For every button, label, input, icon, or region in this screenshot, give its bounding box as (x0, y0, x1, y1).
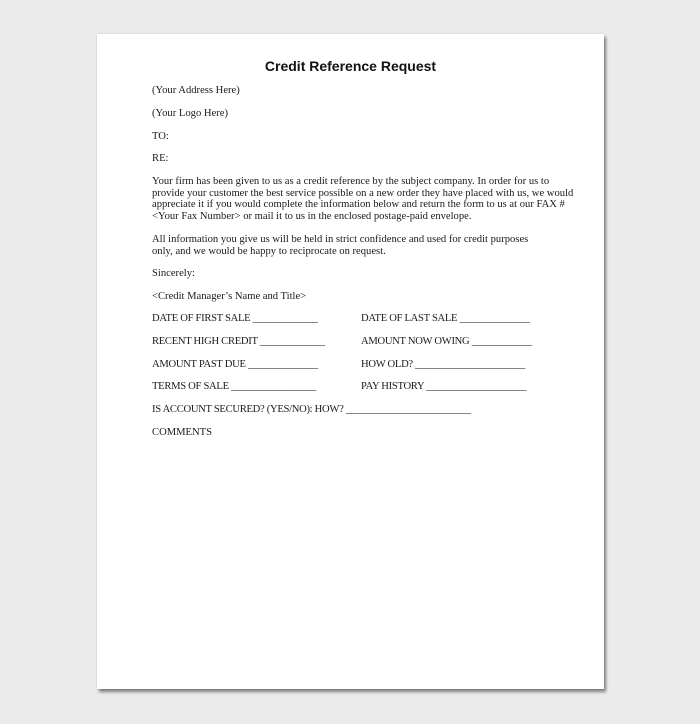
paragraph-line: All information you give us will be held in strict confidence and used for credit purposes (152, 234, 529, 245)
paragraph-line: Your firm has been given to us as a credit reference by the subject company. In order for us to (152, 176, 550, 187)
paragraph-line: appreciate it if you would complete the information below and return the form to us at our FAX # (152, 199, 565, 210)
to-label: TO: (152, 131, 169, 142)
signature-placeholder: <Credit Manager’s Name and Title> (152, 291, 307, 302)
document-page (97, 34, 604, 689)
field-terms-of-sale[interactable]: TERMS OF SALE _________________ (152, 381, 317, 392)
document-title: Credit Reference Request (264, 58, 437, 74)
paragraph-line: only, and we would be happy to reciprocate on request. (152, 245, 386, 257)
confidentiality-paragraph (152, 234, 552, 257)
field-recent-high-credit[interactable]: RECENT HIGH CREDIT _____________ (152, 336, 325, 347)
comments-label: COMMENTS (152, 427, 213, 438)
field-how-old[interactable]: HOW OLD? ______________________ (361, 359, 526, 370)
field-amount-now-owing[interactable]: AMOUNT NOW OWING ____________ (361, 336, 532, 347)
field-date-first-sale[interactable]: DATE OF FIRST SALE _____________ (152, 313, 318, 324)
field-pay-history[interactable]: PAY HISTORY ____________________ (361, 381, 527, 392)
paragraph-line: provide your customer the best service possible on a new order they have placed with us, we would (152, 187, 574, 199)
closing: Sincerely: (152, 268, 195, 279)
re-label: RE: (152, 153, 169, 164)
address-placeholder: (Your Address Here) (152, 85, 240, 96)
field-date-last-sale[interactable]: DATE OF LAST SALE ______________ (361, 313, 530, 324)
request-paragraph (152, 176, 574, 222)
field-amount-past-due[interactable]: AMOUNT PAST DUE ______________ (152, 359, 318, 370)
paragraph-line: <Your Fax Number> or mail it to us in the enclosed postage-paid envelope. (152, 210, 472, 222)
field-account-secured[interactable]: IS ACCOUNT SECURED? (YES/NO): HOW? _________________________ (152, 404, 471, 415)
logo-placeholder: (Your Logo Here) (152, 108, 229, 119)
